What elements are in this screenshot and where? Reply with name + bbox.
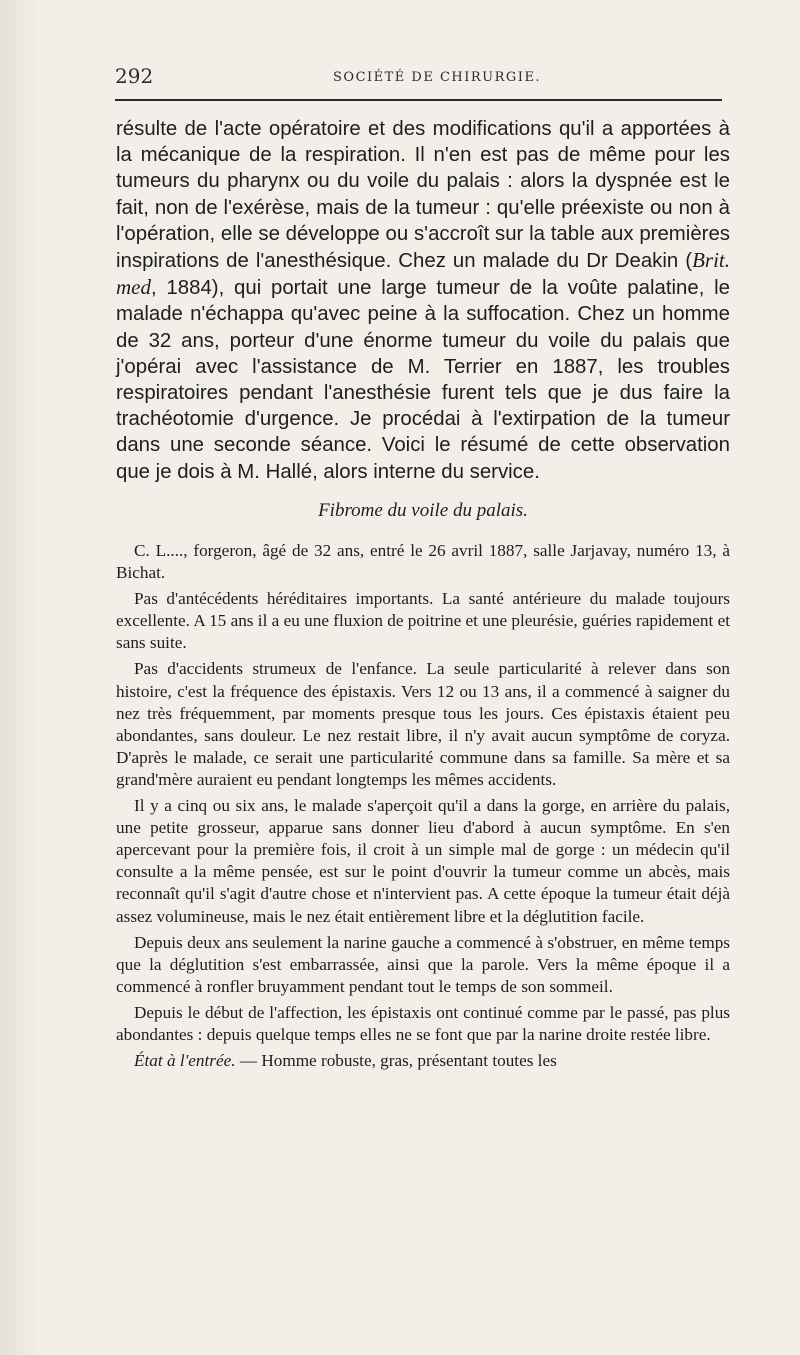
intro-text-2: , 1884), qui portait une large tumeur de la voûte palatine, le malade n'échappa qu'avec peine à la suffocation. Chez un homme de 32 ans, porteur d'une énorme tumeur du voile du palais que j'opérai avec l'assistance de M. Terrier en 1887, les troubles respiratoires pendant l'anesthésie furent tels que je dus faire la trachéotomie d'urgence. Je procédai à l'extirpation de la tumeur dans une seconde séance. Voici le résumé de cette observation que je dois à M. Hallé, alors interne du service. (116, 277, 730, 483)
section-title: Fibrome du voile du palais. (318, 500, 528, 521)
observation-paragraph: Pas d'antécédents héréditaires importants. La santé antérieure du malade toujours excellente. A 15 ans il a eu une fluxion de poitrine et une pleurésie, guéries rapidement et sans suite. (116, 589, 730, 653)
intro-text-1: résulte de l'acte opératoire et des modifications qu'il a apportées à la mécanique de la respiration. Il n'en est pas de même pour les tumeurs du pharynx ou du voile du palais : alors la dyspnée est le fait, non de l'exérèse, mais de la tumeur : qu'elle préexiste ou non à l'opération, elle se développe ou s'accroît sur la table aux premières inspirations de l'anesthésique. Chez un malade du Dr Deakin ( (116, 118, 730, 273)
page-number: 292 (115, 64, 154, 88)
header-rule (115, 99, 722, 101)
entry-status-text: — Homme robuste, gras, présentant toutes les (235, 1051, 557, 1071)
intro-paragraph (116, 116, 730, 485)
citation: Brit. med (116, 248, 730, 300)
entry-status-label: État à l'entrée. (134, 1051, 236, 1071)
page-gutter-shadow (0, 0, 40, 1355)
observation-paragraph: C. L...., forgeron, âgé de 32 ans, entré le 26 avril 1887, salle Jarjavay, numéro 13, à Bichat. (116, 541, 730, 583)
observation-paragraph: Pas d'accidents strumeux de l'enfance. La seule particularité à relever dans son histoire, c'est la fréquence des épistaxis. Vers 12 ou 13 ans, il a commencé à saigner du nez très fréquemment, par moments presque tous les jours. Ces épistaxis étaient peu abondantes, sans douleur. Le nez restait libre, il n'y avait aucun symptôme de coryza. D'après le malade, ce serait une particularité commune dans sa famille. Sa mère et sa grand'mère auraient eu pendant longtemps les mêmes accidents. (116, 659, 730, 789)
observation-paragraph (116, 1050, 730, 1072)
running-head: SOCIÉTÉ DE CHIRURGIE. (333, 70, 542, 85)
observation-paragraph: Depuis le début de l'affection, les épistaxis ont continué comme par le passé, pas plus abondantes : depuis quelque temps elles ne se font que par la narine droite restée libre. (116, 1002, 730, 1044)
observation-text (116, 540, 730, 1076)
observation-paragraph: Il y a cinq ou six ans, le malade s'aperçoit qu'il a dans la gorge, en arrière du palais, une petite grosseur, apparue sans donner lieu d'abord à aucun symptôme. En s'en apercevant pour la première fois, il croit à un simple mal de gorge : un médecin qu'il consulte a la même pensée, est sur le point d'ouvrir la tumeur comme un abcès, mais reconnaît qu'il s'agit d'autre chose et n'intervient pas. A cette époque la tumeur était déjà assez volumineuse, mais le nez était entièrement libre et la déglutition facile. (116, 796, 730, 926)
observation-paragraph: Depuis deux ans seulement la narine gauche a commencé à s'obstruer, en même temps que la déglutition s'est embarrassée, ainsi que la parole. Vers la même époque il a commencé à ronfler bruyamment pendant tout le temps de son sommeil. (116, 932, 730, 996)
page-header (115, 62, 720, 92)
